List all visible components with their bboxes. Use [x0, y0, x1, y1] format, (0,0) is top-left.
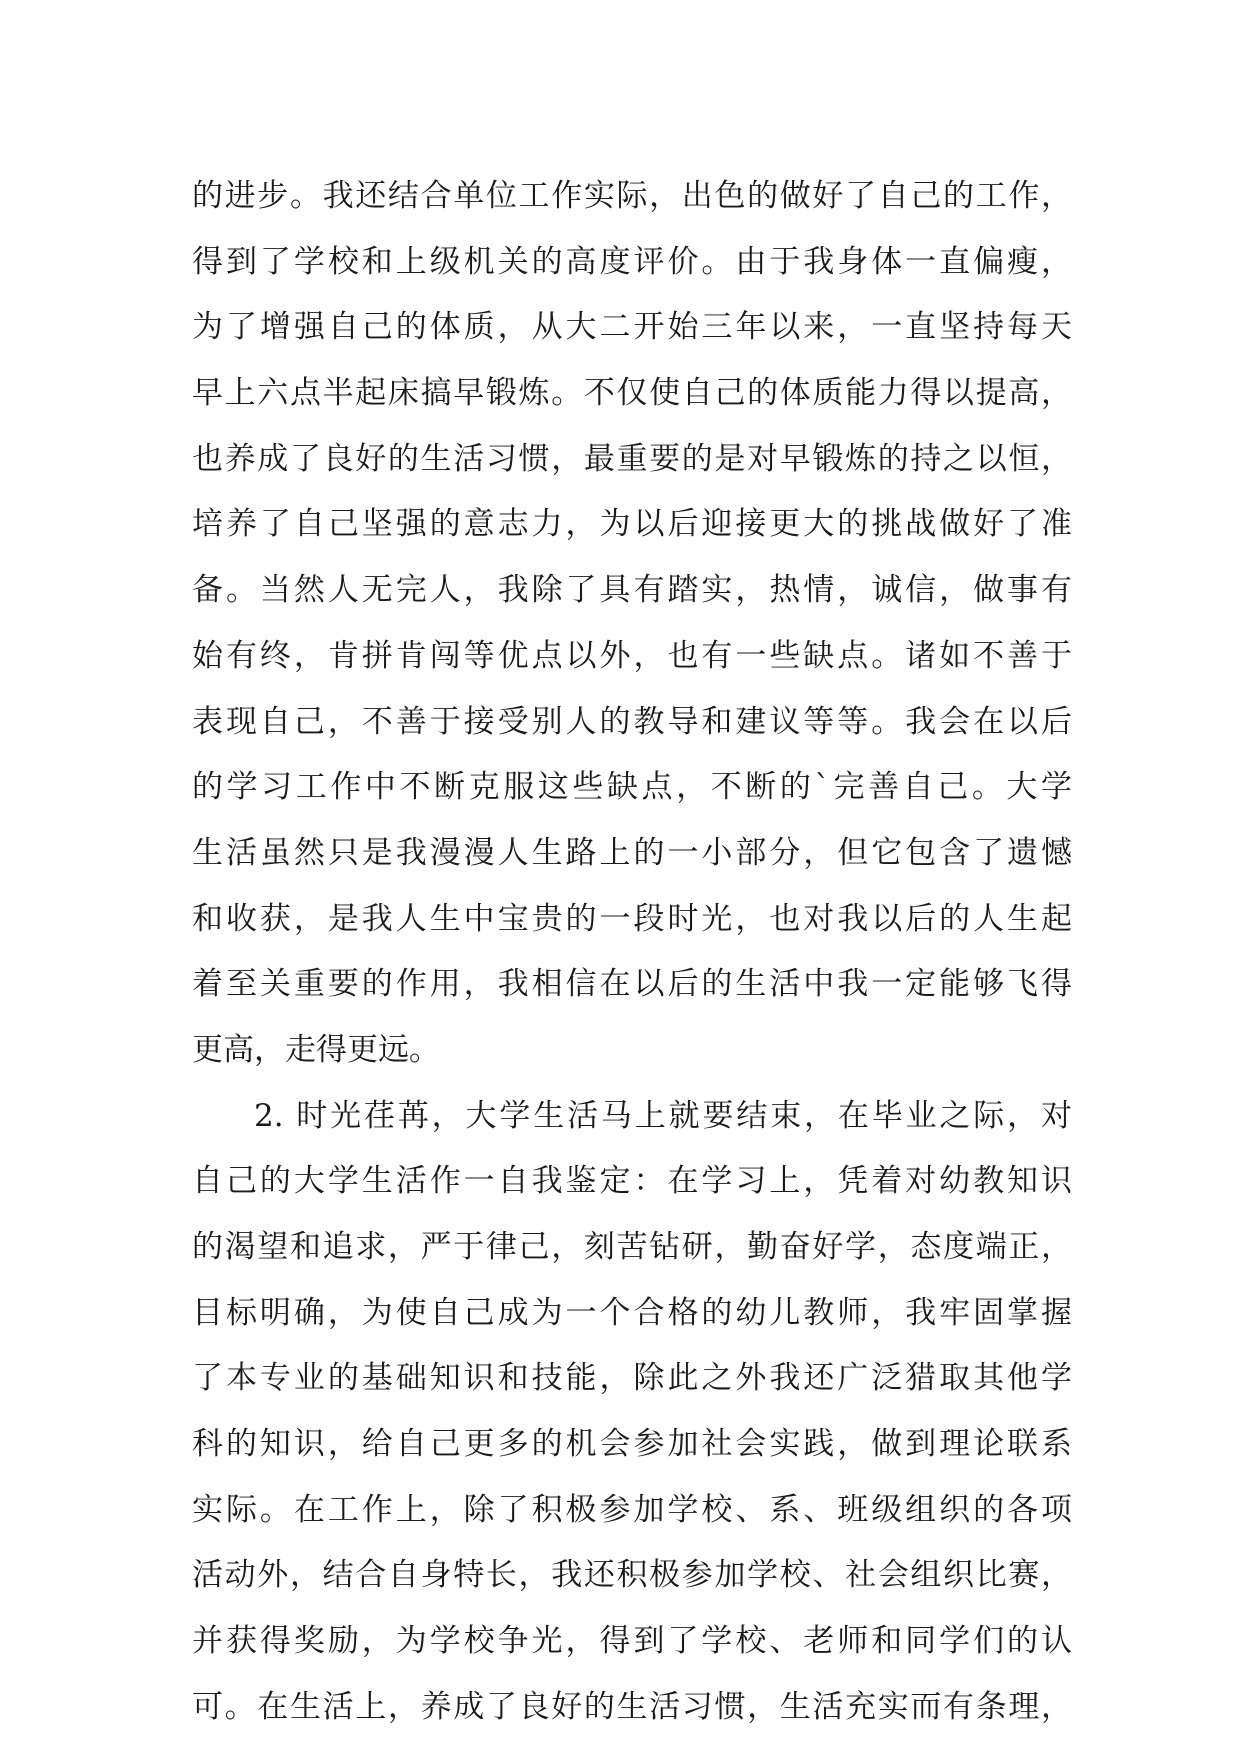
text-line: 着至关重要的作用，我相信在以后的生活中我一定能够飞得 [192, 966, 1072, 1003]
text-line: 表现自己，不善于接受别人的教导和建议等等。我会在以后 [192, 703, 1072, 740]
text-line: 活动外，结合自身特长，我还积极参加学校、社会组织比赛， [192, 1557, 1072, 1594]
body-text [192, 164, 1072, 1741]
text-line: 更高，走得更远。 [192, 1031, 440, 1068]
text-line: 备。当然人无完人，我除了具有踏实，热情，诚信，做事有 [192, 572, 1072, 609]
text-line: 目标明确，为使自己成为一个合格的幼儿教师，我牢固掌握 [192, 1294, 1072, 1331]
paragraph-1 [192, 164, 1072, 1084]
text-line: 可。在生活上，养成了良好的生活习惯，生活充实而有条理， [192, 1688, 1072, 1725]
text-line: 科的知识，给自己更多的机会参加社会实践，做到理论联系 [192, 1426, 1072, 1463]
text-line: 的渴望和追求，严于律己，刻苦钻研，勤奋好学，态度端正， [192, 1229, 1072, 1265]
text-line: 的进步。我还结合单位工作实际，出色的做好了自己的工作， [192, 178, 1072, 214]
text-line: 和收获，是我人生中宝贵的一段时光，也对我以后的人生起 [192, 900, 1072, 937]
paragraph-2 [192, 1084, 1072, 1741]
text-line: 培养了自己坚强的意志力，为以后迎接更大的挑战做好了准 [192, 506, 1072, 543]
text-line: 为了增强自己的体质，从大二开始三年以来，一直坚持每天 [192, 309, 1072, 346]
text-line: 实际。在工作上，除了积极参加学校、系、班级组织的各项 [192, 1491, 1072, 1528]
text-line: 也养成了良好的生活习惯，最重要的是对早锻炼的持之以恒， [192, 440, 1072, 477]
text-line: 了本专业的基础知识和技能，除此之外我还广泛猎取其他学 [192, 1360, 1072, 1397]
text-line: 并获得奖励，为学校争光，得到了学校、老师和同学们的认 [192, 1623, 1072, 1660]
text-line: 始有终，肯拼肯闯等优点以外，也有一些缺点。诸如不善于 [192, 637, 1072, 674]
text-line: 的学习工作中不断克服这些缺点，不断的`完善自己。大学 [192, 769, 1072, 806]
text-line: 得到了学校和上级机关的高度评价。由于我身体一直偏瘦， [192, 243, 1072, 280]
text-line: 生活虽然只是我漫漫人生路上的一小部分，但它包含了遗憾 [192, 834, 1072, 871]
text-line: 早上六点半起床搞早锻炼。不仅使自己的体质能力得以提高， [192, 375, 1072, 412]
text-line: 自己的大学生活作一自我鉴定：在学习上，凭着对幼教知识 [192, 1163, 1072, 1200]
text-line: 2. 时光荏苒，大学生活马上就要结束，在毕业之际，对 [254, 1097, 1072, 1134]
